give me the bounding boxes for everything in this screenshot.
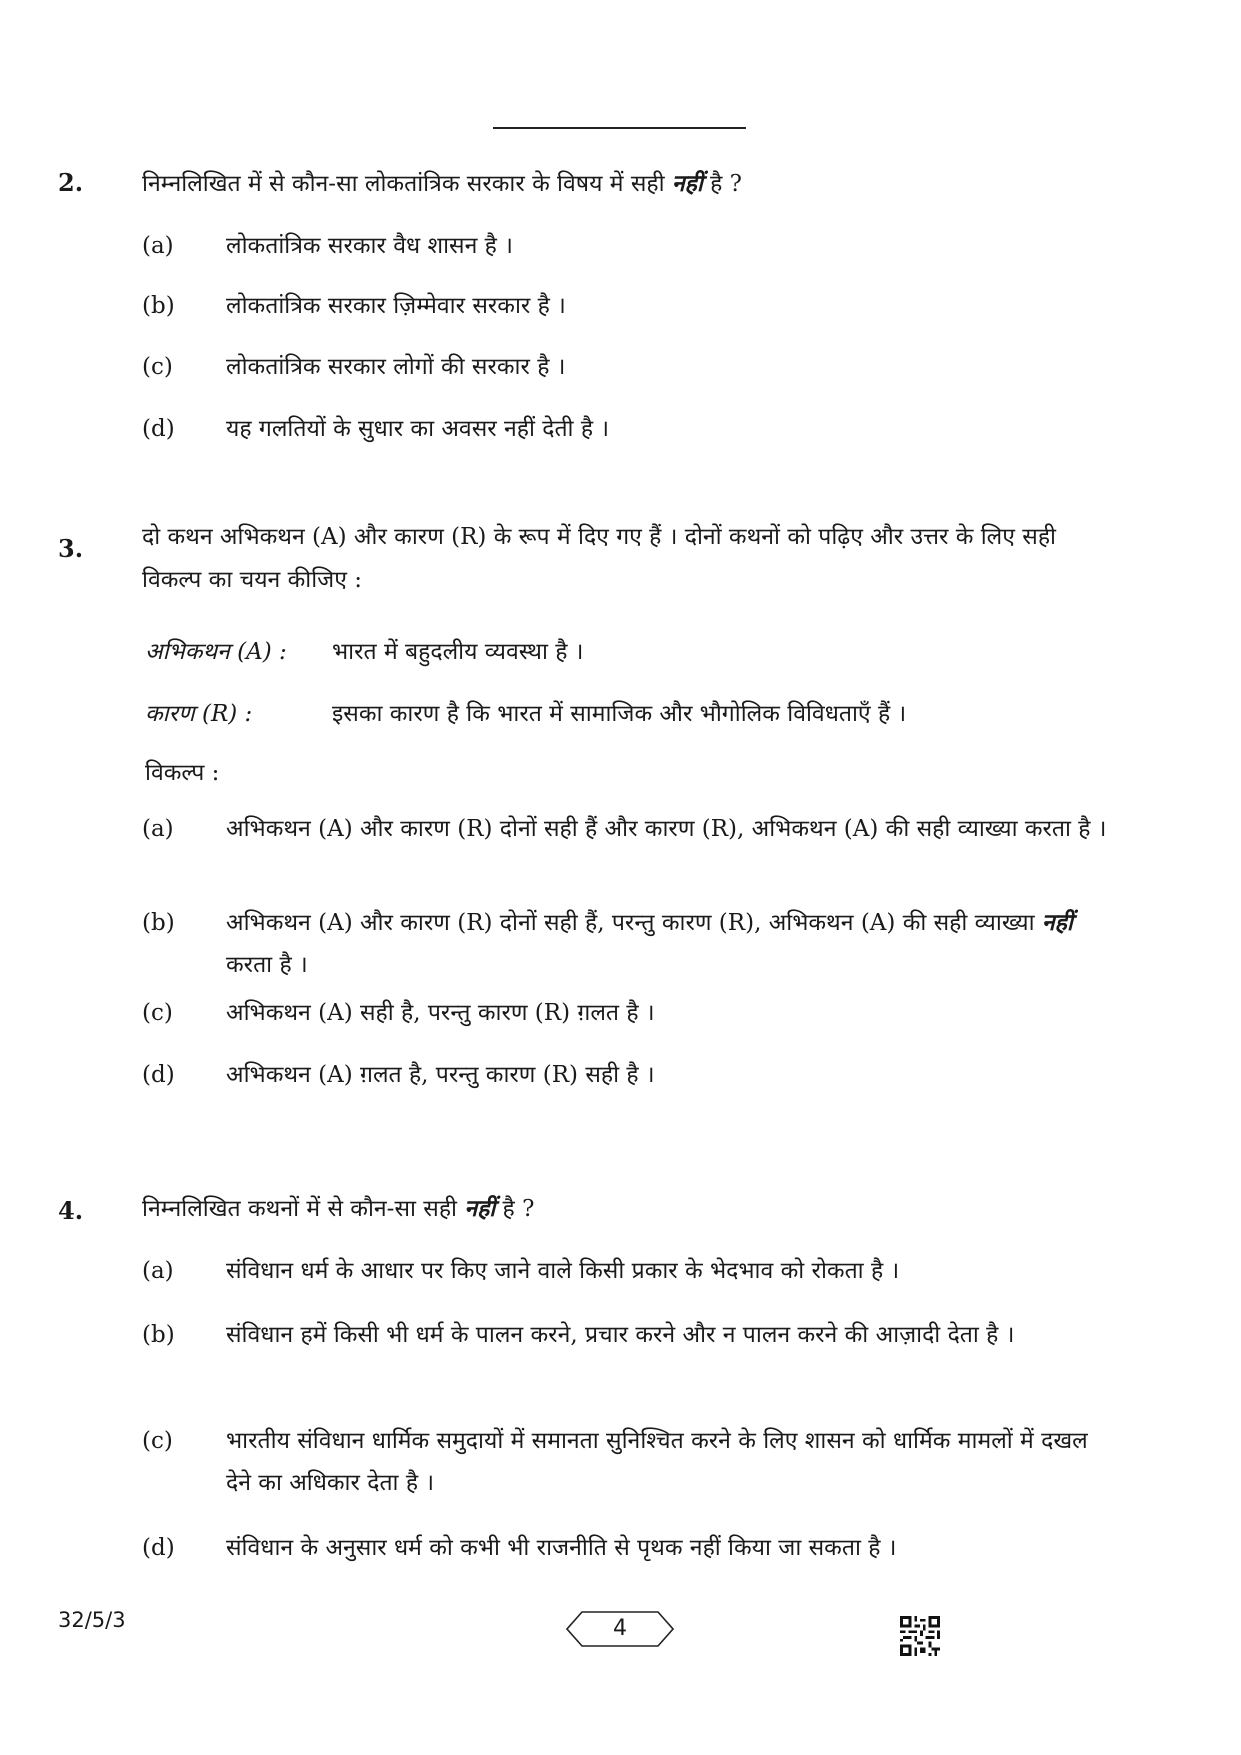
question-number: 4.: [58, 1196, 84, 1225]
option-text: संविधान धर्म के आधार पर किए जाने वाले किसी प्रकार के भेदभाव को रोकता है ।: [226, 1258, 900, 1284]
option-label: (a): [142, 1258, 174, 1284]
qr-code-icon: [899, 1616, 941, 1656]
page-number-badge: [566, 1611, 674, 1647]
option-label: (b): [142, 1322, 175, 1348]
options-heading: विकल्प :: [145, 760, 220, 786]
option-label: (a): [142, 233, 174, 259]
option-label: (c): [142, 354, 173, 380]
assertion-text: भारत में बहुदलीय व्यवस्था है ।: [332, 639, 584, 665]
option-text: लोकतांत्रिक सरकार लोगों की सरकार है ।: [226, 354, 566, 380]
option-text: लोकतांत्रिक सरकार वैध शासन है ।: [226, 233, 513, 259]
question-text: निम्नलिखित में से कौन-सा लोकतांत्रिक सरकार के विषय में सही नहीं है ?: [142, 170, 742, 197]
option-label: (d): [142, 1062, 175, 1088]
option-label: (d): [142, 416, 175, 442]
option-text: संविधान हमें किसी भी धर्म के पालन करने, प्रचार करने और न पालन करने की आज़ादी देता है ।: [226, 1322, 1015, 1348]
option-label: (b): [142, 910, 175, 936]
paper-code: 32/5/3: [58, 1608, 126, 1632]
option-text: अभिकथन (A) और कारण (R) दोनों सही हैं, परन्तु कारण (R), अभिकथन (A) की सही व्याख्या नहीं करता है ।: [226, 909, 1073, 978]
reason-label: कारण (R) :: [145, 701, 253, 727]
option-text: अभिकथन (A) सही है, परन्तु कारण (R) ग़लत है ।: [226, 1000, 655, 1026]
option-label: (d): [142, 1535, 175, 1561]
option-text: संविधान के अनुसार धर्म को कभी भी राजनीति से पृथक नहीं किया जा सकता है ।: [226, 1535, 897, 1561]
option-text: यह गलतियों के सुधार का अवसर नहीं देती है ।: [226, 416, 610, 442]
assertion-label: अभिकथन (A) :: [145, 639, 287, 665]
qr-code-graphic: [899, 1616, 941, 1656]
option-text: भारतीय संविधान धार्मिक समुदायों में समानता सुनिश्चित करने के लिए शासन को धार्मिक मामलों में दखल देने का अधिकार देता है ।: [226, 1428, 1088, 1496]
option-text: लोकतांत्रिक सरकार ज़िम्मेवार सरकार है ।: [226, 293, 566, 319]
option-label: (a): [142, 816, 174, 842]
emphasis-not: नहीं: [671, 170, 703, 197]
option-label: (c): [142, 1000, 173, 1026]
option-text: अभिकथन (A) ग़लत है, परन्तु कारण (R) सही है ।: [226, 1062, 655, 1088]
option-text: अभिकथन (A) और कारण (R) दोनों सही हैं और कारण (R), अभिकथन (A) की सही व्याख्या करता है ।: [226, 816, 1107, 842]
question-number: 2.: [58, 168, 84, 197]
emphasis-not: नहीं: [1041, 909, 1073, 936]
question-number: 3.: [58, 534, 84, 563]
option-label: (c): [142, 1428, 173, 1454]
option-label: (b): [142, 293, 175, 319]
top-divider-line: [493, 127, 746, 129]
page-number: 4: [613, 1616, 627, 1641]
emphasis-not: नहीं: [464, 1195, 496, 1222]
reason-text: इसका कारण है कि भारत में सामाजिक और भौगोलिक विविधताएँ हैं ।: [332, 701, 907, 727]
question-text: निम्नलिखित कथनों में से कौन-सा सही नहीं है ?: [142, 1195, 535, 1222]
question-text: दो कथन अभिकथन (A) और कारण (R) के रूप में दिए गए हैं । दोनों कथनों को पढ़िए और उत्तर के लिए सही विकल्प का चयन कीजिए :: [142, 524, 1056, 593]
